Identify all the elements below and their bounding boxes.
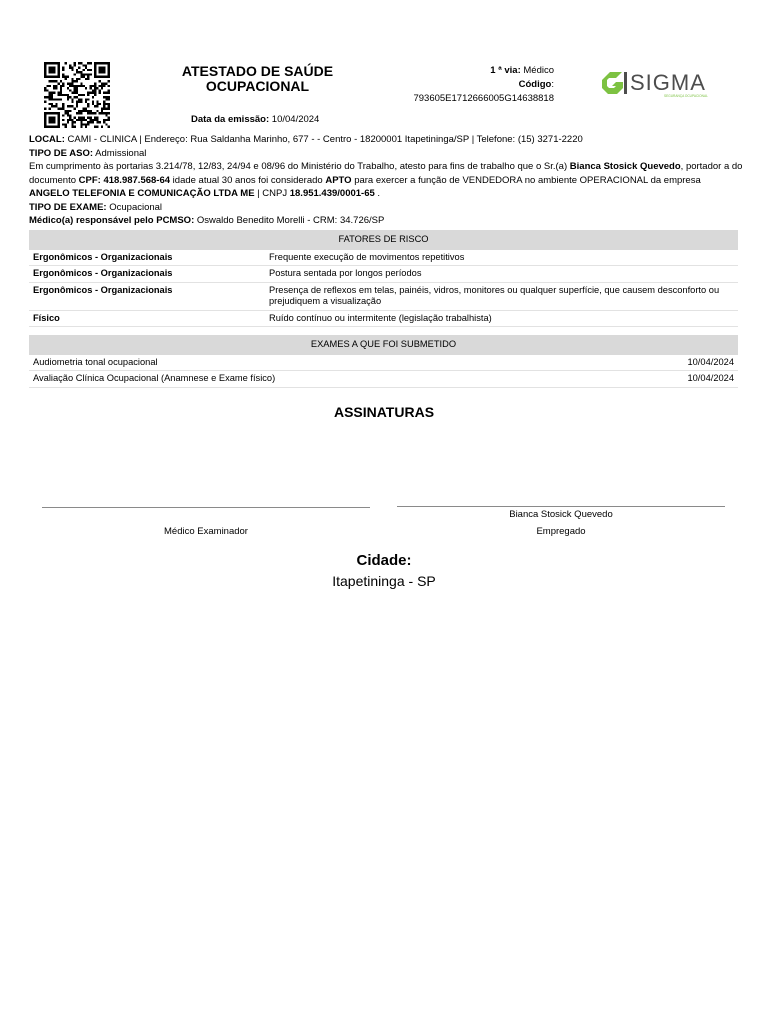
cpf: CPF: 418.987.568-64 [78, 174, 171, 186]
code-value: 793605E1712666005G14638818 [413, 93, 554, 104]
info-block [29, 133, 744, 228]
risk-factors-table [29, 230, 738, 327]
risk-category: Ergonômicos - Organizacionais [29, 266, 265, 283]
company-name: ANGELO TELEFONIA E COMUNICAÇÃO LTDA ME [29, 188, 255, 199]
risk-category: Ergonômicos - Organizacionais [29, 250, 265, 266]
aso-line [29, 147, 744, 161]
risk-description: Frequente execução de movimentos repetitivos [265, 250, 738, 266]
exams-table [29, 335, 738, 388]
employee-signature-name: Bianca Stosick Quevedo [509, 509, 613, 520]
table-row [29, 371, 738, 388]
via-block: 1 ª via: Médico Código: 793605E1712666005G14638818 [380, 64, 554, 106]
statement-part-3: idade atual 30 anos foi considerado [172, 174, 323, 186]
statement-paragraph: Em cumprimento às portarias 3.214/78, 12/83, 24/94 e 08/96 do Ministério do Trabalho, atesto para fins de trabalho que o Sr.(a) Bianca Stosick Quevedo, portador a do documento CPF: 418.987.568-64 idade atual 30 anos foi considerado APTO para exercer a função de VENDEDORA no ambiente OPERACIONAL da empresa ANGELO TELEFONIA E COMUNICAÇÃO LTDA ME | CNPJ 18.951.439/0001-65 . [29, 161, 743, 199]
title-line-1: ATESTADO DE SAÚDE [181, 63, 334, 79]
risk-category: Físico [29, 310, 265, 327]
doctor-label: Médico(a) responsável pelo PCMSO: [29, 215, 195, 226]
city-value: Itapetininga - SP [332, 573, 436, 589]
via-label: 1 ª via: [490, 65, 521, 76]
table-row [29, 310, 738, 327]
qr-code [42, 62, 112, 128]
aso-label: TIPO DE ASO: [29, 147, 94, 159]
exam-date: 10/04/2024 [650, 355, 738, 371]
exam-type-label: TIPO DE EXAME: [29, 201, 107, 213]
doctor-signature-line [42, 507, 370, 508]
risk-description: Presença de reflexos em telas, painéis, vidros, monitores ou qualquer superfície, que causem desconforto ou prejudiquem a visualização [265, 282, 738, 310]
local-line [29, 133, 744, 147]
logo-text: SIGMA [630, 70, 706, 95]
employee-signature-line [397, 506, 725, 507]
exam-type-line [29, 201, 744, 215]
city-label: Cidade: [356, 552, 412, 569]
risk-description: Ruído contínuo ou intermitente (legislação trabalhista) [265, 310, 738, 327]
exams-header: EXAMES A QUE FOI SUBMETIDO [29, 335, 738, 355]
employee-name: Bianca Stosick Quevedo [569, 161, 681, 172]
exam-type-value: Ocupacional [109, 201, 163, 213]
statement-part-4: para exercer a função de VENDEDORA no ambiente OPERACIONAL da empresa [354, 174, 701, 186]
signatures-title: ASSINATURAS [333, 404, 435, 420]
statement-part-1: Em cumprimento às portarias 3.214/78, 12/83, 24/94 e 08/96 do Ministério do Trabalho, atesto para fins de trabalho que o Sr.(a) [29, 161, 568, 172]
emission-label: Data da emissão: [191, 114, 270, 125]
local-value: CAMI - CLINICA | Endereço: Rua Saldanha Marinho, 677 - - Centro - 18200001 Itapetininga/SP | Telefone: (15) 3271-2220 [67, 134, 583, 145]
logo-tagline: SEGURANÇA OCUPACIONAL [664, 94, 708, 98]
statement-part-2: portador a do documento [29, 161, 743, 186]
aso-value: Admissional [95, 147, 147, 159]
exam-date: 10/04/2024 [650, 371, 738, 388]
doctor-line [29, 214, 744, 228]
exam-name: Audiometria tonal ocupacional [29, 355, 650, 371]
exam-name: Avaliação Clínica Ocupacional (Anamnese e Exame físico) [29, 371, 650, 388]
doctor-value: Oswaldo Benedito Morelli - CRM: 34.726/SP [196, 215, 385, 226]
risk-description: Postura sentada por longos períodos [265, 266, 738, 283]
sigma-logo [600, 66, 732, 100]
title-line-2: OCUPACIONAL [205, 78, 310, 94]
cnpj: 18.951.439/0001-65 [289, 188, 375, 199]
risk-category: Ergonômicos - Organizacionais [29, 282, 265, 310]
apto-status: APTO [325, 174, 352, 186]
doctor-signature-label: Médico Examinador [164, 526, 248, 537]
table-row [29, 266, 738, 283]
employee-signature-label: Empregado [536, 526, 586, 537]
table-row [29, 355, 738, 371]
document-title [160, 64, 355, 94]
emission-value: 10/04/2024 [271, 114, 320, 125]
local-label: LOCAL: [29, 134, 65, 145]
via-value: Médico [523, 65, 554, 76]
table-row [29, 282, 738, 310]
emission-date [191, 114, 319, 125]
code-label: Código [518, 79, 552, 90]
cnpj-prefix: | CNPJ [257, 188, 288, 199]
risk-factors-header: FATORES DE RISCO [29, 230, 738, 250]
table-row [29, 250, 738, 266]
